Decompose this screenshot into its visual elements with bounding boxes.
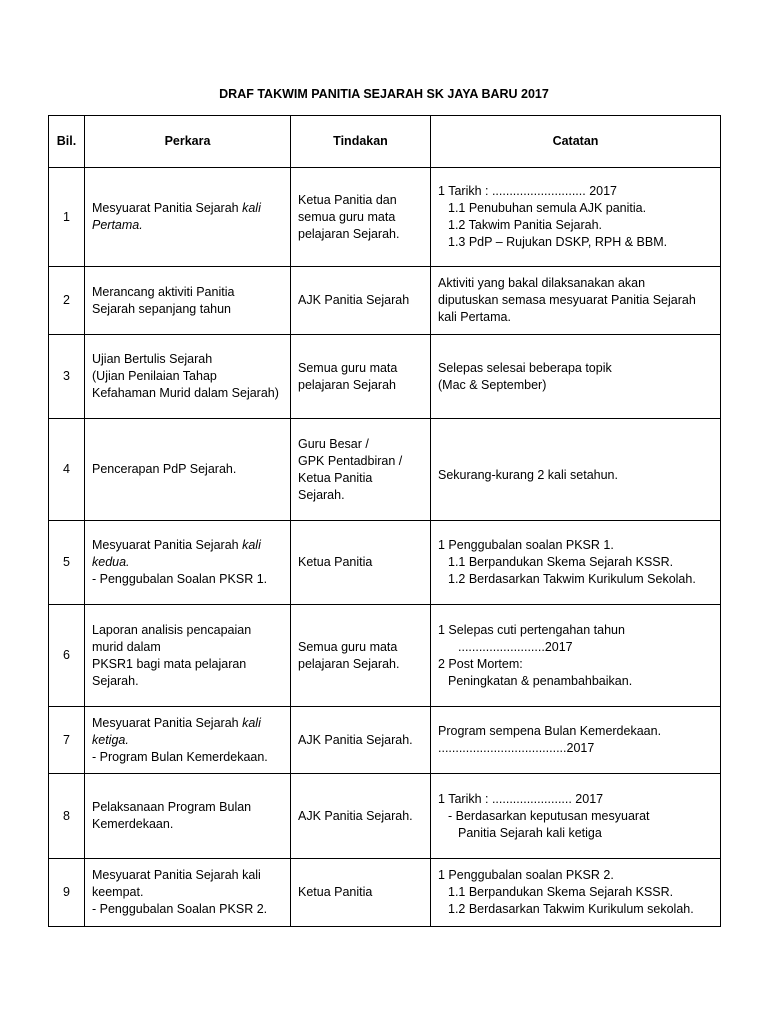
perkara-line: (Ujian Penilaian Tahap: [92, 369, 217, 383]
table-row: [49, 168, 721, 267]
tindakan-line: AJK Panitia Sejarah.: [298, 808, 413, 823]
perkara-cell: [85, 419, 291, 521]
table-header-row: [49, 116, 721, 168]
tindakan-line: pelajaran Sejarah.: [298, 656, 400, 671]
tindakan-line: Ketua Panitia: [298, 470, 373, 485]
perkara-line: PKSR1 bagi mata pelajaran: [92, 656, 247, 671]
catatan-line: kali Pertama.: [438, 310, 511, 324]
catatan-line: 1.3 PdP – Rujukan DSKP, RPH & BBM.: [448, 235, 668, 249]
tindakan-line: GPK Pentadbiran /: [298, 453, 403, 468]
tindakan-cell: [291, 774, 431, 859]
bil-cell: 6: [49, 605, 85, 707]
takwim-table: [48, 115, 721, 927]
header-catatan: Catatan: [431, 116, 721, 168]
perkara-line: Laporan analisis pencapaian: [92, 622, 252, 637]
catatan-line: 1.2 Berdasarkan Takwim Kurikulum Sekolah.: [448, 572, 696, 586]
perkara-line: Sejarah sepanjang tahun: [92, 301, 232, 316]
tindakan-cell: [291, 521, 431, 605]
catatan-cell: [431, 859, 721, 927]
catatan-line: 1.2 Berdasarkan Takwim Kurikulum sekolah.: [448, 902, 694, 916]
bil-cell: 7: [49, 707, 85, 774]
perkara-line: Mesyuarat Panitia Sejarah kali: [92, 868, 261, 882]
catatan-line: Panitia Sejarah kali ketiga: [458, 825, 602, 840]
perkara-line: keempat.: [92, 885, 144, 899]
table-row: [49, 419, 721, 521]
perkara-cell: [85, 521, 291, 605]
tindakan-cell: [291, 707, 431, 774]
catatan-cell: [431, 521, 721, 605]
table-row: [49, 774, 721, 859]
catatan-line: Selepas selesai beberapa topik: [438, 360, 612, 375]
tindakan-cell: [291, 267, 431, 335]
tindakan-cell: [291, 168, 431, 267]
perkara-cell: [85, 859, 291, 927]
tindakan-line: Semua guru mata: [298, 639, 398, 654]
perkara-line: Pelaksanaan Program Bulan: [92, 800, 252, 814]
catatan-cell: [431, 168, 721, 267]
catatan-cell: [431, 605, 721, 707]
header-bil: Bil.: [49, 116, 85, 168]
bil-cell: 9: [49, 859, 85, 927]
catatan-line: - Berdasarkan keputusan mesyuarat: [448, 808, 650, 823]
header-tindakan: Tindakan: [291, 116, 431, 168]
table-row: [49, 605, 721, 707]
catatan-line: 1 Tarikh : ........................... 2017: [438, 184, 618, 198]
catatan-line: 1 Penggubalan soalan PKSR 2.: [438, 868, 614, 882]
catatan-line: diputuskan semasa mesyuarat Panitia Sejarah: [438, 293, 696, 307]
catatan-line: 1 Selepas cuti pertengahan tahun: [438, 622, 625, 637]
catatan-cell: [431, 267, 721, 335]
catatan-line: 1 Penggubalan soalan PKSR 1.: [438, 538, 614, 552]
tindakan-line: pelajaran Sejarah: [298, 377, 396, 392]
tindakan-line: Ketua Panitia: [298, 885, 373, 899]
tindakan-line: Ketua Panitia dan: [298, 192, 397, 207]
perkara-line: - Penggubalan Soalan PKSR 1.: [92, 572, 268, 586]
document-title: DRAF TAKWIM PANITIA SEJARAH SK JAYA BARU 2017: [219, 87, 549, 101]
catatan-cell: [431, 774, 721, 859]
table-row: [49, 859, 721, 927]
tindakan-cell: [291, 859, 431, 927]
catatan-line: .....................................2017: [438, 741, 595, 755]
perkara-line: Pertama.: [92, 218, 143, 232]
bil-cell: 8: [49, 774, 85, 859]
catatan-line: Program sempena Bulan Kemerdekaan.: [438, 724, 662, 738]
bil-cell: 1: [49, 168, 85, 267]
perkara-cell: [85, 707, 291, 774]
tindakan-line: Guru Besar /: [298, 436, 369, 451]
perkara-line: ketiga.: [92, 732, 129, 747]
perkara-line: kedua.: [92, 555, 130, 569]
bil-cell: 2: [49, 267, 85, 335]
perkara-line: Pencerapan PdP Sejarah.: [92, 462, 237, 476]
header-perkara: Perkara: [85, 116, 291, 168]
tindakan-cell: [291, 605, 431, 707]
tindakan-line: semua guru mata: [298, 209, 396, 224]
catatan-line: (Mac & September): [438, 377, 547, 392]
table-row: [49, 335, 721, 419]
perkara-cell: [85, 335, 291, 419]
tindakan-line: pelajaran Sejarah.: [298, 226, 400, 241]
bil-cell: 3: [49, 335, 85, 419]
perkara-line: Merancang aktiviti Panitia: [92, 284, 235, 299]
perkara-line: Mesyuarat Panitia Sejarah kali: [92, 538, 261, 552]
catatan-line: 1.1 Berpandukan Skema Sejarah KSSR.: [448, 885, 674, 899]
bil-cell: 5: [49, 521, 85, 605]
catatan-line: 1 Tarikh : ....................... 2017: [438, 791, 604, 806]
tindakan-cell: [291, 335, 431, 419]
tindakan-line: Semua guru mata: [298, 360, 398, 375]
tindakan-line: AJK Panitia Sejarah: [298, 293, 410, 307]
catatan-line: 1.1 Penubuhan semula AJK panitia.: [448, 201, 647, 215]
catatan-cell: [431, 419, 721, 521]
catatan-line: Sekurang-kurang 2 kali setahun.: [438, 468, 618, 482]
perkara-line: Mesyuarat Panitia Sejarah kali: [92, 715, 261, 730]
tindakan-line: Ketua Panitia: [298, 555, 373, 569]
perkara-line: Ujian Bertulis Sejarah: [92, 352, 213, 366]
perkara-cell: [85, 774, 291, 859]
table-row: [49, 521, 721, 605]
perkara-line: Sejarah.: [92, 673, 139, 688]
catatan-cell: [431, 707, 721, 774]
catatan-line: .........................2017: [458, 639, 573, 654]
perkara-line: - Penggubalan Soalan PKSR 2.: [92, 902, 268, 916]
catatan-line: 1.1 Berpandukan Skema Sejarah KSSR.: [448, 555, 674, 569]
perkara-line: - Program Bulan Kemerdekaan.: [92, 749, 268, 764]
perkara-cell: [85, 267, 291, 335]
perkara-line: murid dalam: [92, 639, 161, 654]
perkara-line: Mesyuarat Panitia Sejarah kali: [92, 201, 261, 215]
perkara-line: Kefahaman Murid dalam Sejarah): [92, 386, 279, 400]
bil-cell: 4: [49, 419, 85, 521]
table-row: [49, 707, 721, 774]
catatan-line: Aktiviti yang bakal dilaksanakan akan: [438, 276, 646, 290]
table-row: [49, 267, 721, 335]
catatan-line: 1.2 Takwim Panitia Sejarah.: [448, 218, 603, 232]
perkara-line: Kemerdekaan.: [92, 817, 174, 831]
tindakan-line: AJK Panitia Sejarah.: [298, 732, 413, 747]
tindakan-cell: [291, 419, 431, 521]
catatan-line: Peningkatan & penambahbaikan.: [448, 673, 633, 688]
perkara-cell: [85, 605, 291, 707]
catatan-line: 2 Post Mortem:: [438, 656, 523, 671]
tindakan-line: Sejarah.: [298, 487, 345, 502]
perkara-cell: [85, 168, 291, 267]
catatan-cell: [431, 335, 721, 419]
